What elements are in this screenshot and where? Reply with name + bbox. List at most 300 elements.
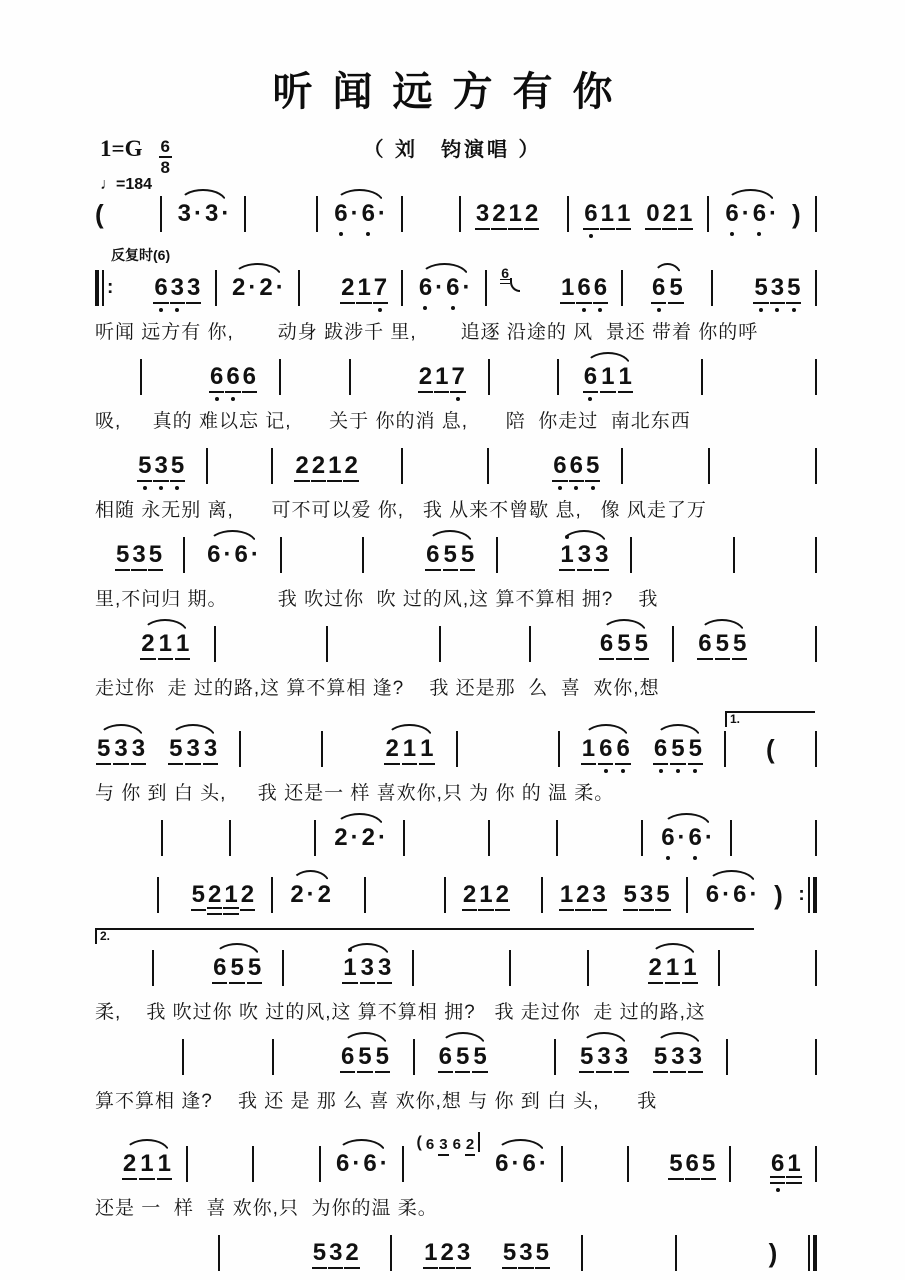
note: 1: [158, 630, 172, 657]
note: 5: [460, 541, 475, 568]
note: 5: [443, 541, 457, 568]
system: [95, 353, 817, 433]
barline: [488, 359, 490, 395]
augmentation-dot: ·: [350, 824, 359, 851]
note: 3 ·: [177, 200, 202, 227]
barline: [271, 448, 273, 484]
barline: [581, 1235, 583, 1271]
slur-group: [339, 1045, 391, 1069]
slur-group: [288, 883, 333, 907]
barline: [815, 820, 817, 856]
note: 5: [786, 276, 801, 300]
barline: [815, 270, 817, 306]
barline: [215, 270, 217, 306]
slur-group: [659, 826, 714, 850]
note: 2 ·: [361, 824, 386, 851]
note: 5: [656, 881, 670, 908]
note: 1: [342, 956, 357, 980]
augmentation-dot: ·: [511, 1150, 520, 1177]
system: [95, 190, 817, 238]
barline: [456, 731, 458, 767]
slur-group: [598, 632, 650, 656]
system: [95, 442, 817, 522]
lyrics-line: 相随 永无别 离, 可不可以爱 你, 我 从来不曾歇 息, 像 风走了万: [95, 500, 707, 521]
note: 3: [153, 454, 168, 478]
note: 3: [456, 1239, 471, 1266]
beam-group: [462, 883, 510, 907]
note: 6 ·: [705, 881, 731, 908]
notes-row: [95, 725, 817, 773]
note: 2: [122, 1150, 137, 1177]
barline: [326, 626, 328, 662]
octave-dot-below: [143, 486, 147, 490]
final-barline: [808, 1235, 817, 1271]
barline: [271, 877, 273, 913]
note: 1: [560, 274, 575, 301]
notes-row: [95, 531, 817, 579]
note: 1: [402, 735, 417, 762]
barline: [621, 448, 623, 484]
note: 1: [157, 1150, 171, 1177]
note: 5: [97, 735, 111, 762]
barline: [390, 1235, 392, 1271]
note: 1: [601, 363, 615, 390]
note: 5: [623, 881, 637, 908]
note: 2: [311, 452, 326, 479]
barline: [621, 270, 623, 306]
barline: [496, 537, 498, 573]
notes-row: [95, 264, 817, 312]
octave-dot-below: [175, 308, 179, 312]
note: 3 ·: [204, 200, 230, 227]
beam-group: [770, 1152, 802, 1176]
beam-group: [623, 883, 671, 907]
octave-dot-below: [693, 769, 697, 773]
barline: [708, 448, 710, 484]
lyrics-line: 算不算相 逢? 我 还 是 那 么 喜 欢你,想 与 你 到 白 头, 我: [95, 1091, 658, 1112]
note: 3: [187, 274, 201, 301]
augmentation-dot: ·: [250, 541, 259, 568]
note: 5: [170, 454, 185, 478]
repeat-annotation: 反复时(6): [111, 247, 171, 263]
slur-group: [121, 1152, 173, 1176]
octave-dot-below: [456, 397, 460, 401]
octave-dot-below: [588, 397, 592, 401]
note: 3: [329, 1239, 343, 1266]
note: 6 ·: [660, 826, 685, 850]
note: 2: [240, 881, 255, 908]
note: 6: [770, 1152, 785, 1176]
barline: [160, 196, 162, 232]
note: 3: [639, 881, 654, 908]
octave-dot-below: [598, 308, 602, 312]
note: 2: [576, 881, 590, 908]
note: 5: [579, 1043, 594, 1070]
barline: [439, 626, 441, 662]
note: 5: [585, 454, 600, 478]
note: 6: [583, 202, 598, 226]
barline: [726, 1039, 728, 1075]
barline: [401, 270, 403, 306]
barline: [815, 731, 817, 767]
beam-group: [475, 202, 539, 226]
barline: [557, 359, 559, 395]
barline: [321, 731, 323, 767]
barline: [561, 1146, 563, 1182]
note: 6 ·: [495, 1150, 520, 1177]
note: 5: [375, 1043, 390, 1070]
note: 5: [456, 1043, 470, 1070]
note: 1: [176, 630, 190, 657]
augmentation-dot: ·: [379, 1150, 388, 1177]
note: 3: [770, 276, 785, 300]
notes-row: [95, 1134, 817, 1188]
augmentation-dot: ·: [193, 200, 202, 227]
note: 1: [616, 200, 631, 227]
note: 5: [137, 454, 152, 478]
note: 2: [295, 452, 309, 479]
slur-group: [211, 956, 263, 980]
beam-group: [153, 276, 201, 300]
note: 5: [701, 1150, 716, 1177]
octave-dot-below: [757, 232, 761, 236]
barline: [229, 820, 231, 856]
beam-group: [312, 1241, 360, 1265]
notes-row: [95, 871, 817, 919]
note: 3: [377, 954, 392, 981]
parenthesis: ): [792, 199, 801, 229]
barline: [630, 537, 632, 573]
barline: [485, 270, 487, 306]
octave-dot-below: [231, 397, 235, 401]
note: 5: [669, 1150, 683, 1177]
barline: [587, 950, 589, 986]
parenthesis: ): [774, 880, 783, 910]
barline: [272, 1039, 274, 1075]
barline: [279, 359, 281, 395]
barline: [729, 1146, 731, 1182]
octave-dot-below: [676, 769, 680, 773]
beam-group: [583, 202, 631, 226]
barline: [686, 877, 688, 913]
octave-dot-below: [792, 308, 796, 312]
barline: [444, 877, 446, 913]
slur-group: [647, 956, 699, 980]
barline: [541, 877, 543, 913]
notes-row: [95, 190, 817, 238]
augmentation-dot: ·: [223, 541, 232, 568]
notes-row: [95, 620, 817, 668]
notes-row: [95, 353, 817, 401]
note: 3: [614, 1043, 629, 1070]
octave-dot-below: [175, 486, 179, 490]
note: 3: [519, 1239, 533, 1266]
note: 6: [426, 541, 440, 568]
note: 2: [648, 954, 662, 981]
note: 5: [312, 1239, 327, 1266]
slur-group: [704, 883, 759, 907]
note: 6: [153, 276, 168, 300]
slur-group: [696, 632, 748, 656]
system: [95, 1229, 817, 1277]
note: 3: [595, 541, 609, 568]
note: 6: [225, 365, 240, 389]
note: 3: [186, 735, 200, 762]
barline: [401, 196, 403, 232]
barline: [362, 537, 364, 573]
barline: [815, 537, 817, 573]
note: 5: [634, 630, 648, 657]
grace-note-cluster: ( 6 3 6 2: [417, 1132, 481, 1152]
octave-dot-below: [366, 232, 370, 236]
augmentation-dot: ·: [350, 200, 359, 227]
note: 2: [341, 274, 355, 301]
octave-dot-below: [451, 306, 455, 310]
barline: [711, 270, 713, 306]
note: 2: [418, 363, 433, 390]
octave-dot-below: [558, 486, 562, 490]
note: 3: [439, 1136, 448, 1153]
octave-dot-below: [621, 769, 625, 773]
augmentation-dot: ·: [248, 274, 257, 301]
note: 5: [670, 737, 685, 761]
note: 5: [169, 735, 183, 762]
note: 3: [360, 954, 374, 981]
octave-dot-below: [759, 308, 763, 312]
octave-dot-below: [582, 308, 586, 312]
beam-group: [552, 454, 600, 478]
slur-group: [230, 276, 285, 300]
note: 1: [424, 1239, 438, 1266]
note: 6: [576, 276, 591, 300]
note: 5: [358, 1043, 372, 1070]
note: 6: [340, 1043, 355, 1070]
barline: [182, 1039, 184, 1075]
barline: [701, 359, 703, 395]
octave-dot-below: [730, 232, 734, 236]
beam-group: [137, 454, 185, 478]
barline: [218, 1235, 220, 1271]
octave-dot-below: [659, 769, 663, 773]
barline: [402, 1146, 404, 1182]
note: 2: [662, 200, 676, 227]
note: 6 ·: [361, 202, 386, 226]
barline: [364, 877, 366, 913]
barline: [214, 626, 216, 662]
barline: [509, 950, 511, 986]
barline: [815, 196, 817, 232]
repeat-begin-barline: :: [95, 270, 113, 306]
notes-row: [95, 814, 817, 862]
augmentation-dot: ·: [221, 200, 230, 227]
barline: [733, 537, 735, 573]
note: 1: [787, 1150, 801, 1177]
note: 6 ·: [363, 1150, 388, 1177]
note: 1: [600, 200, 614, 227]
beam-group: [294, 454, 358, 478]
note: 2 ·: [232, 274, 257, 301]
system: [95, 620, 817, 700]
octave-dot-below: [604, 769, 608, 773]
note: 1: [508, 200, 522, 227]
note: 3: [131, 735, 146, 762]
augmentation-dot: ·: [741, 200, 750, 227]
augmentation-dot: ·: [275, 274, 284, 301]
barline: [641, 820, 643, 856]
note: 6 ·: [418, 276, 443, 300]
beam-group: [560, 276, 608, 300]
barline: [183, 537, 185, 573]
augmentation-dot: ·: [769, 200, 778, 227]
time-signature-denominator: 8: [160, 158, 170, 177]
barline: [556, 820, 558, 856]
barline: [280, 537, 282, 573]
note: 2: [524, 200, 539, 227]
note: 2 ·: [290, 881, 315, 908]
note: 1: [559, 881, 574, 908]
note: 6 ·: [724, 202, 749, 226]
note: 0: [646, 200, 660, 227]
note: 5: [191, 881, 206, 908]
repeat-end-barline: :: [798, 877, 816, 913]
barline: [252, 1146, 254, 1182]
octave-dot-below: [159, 486, 163, 490]
note: 5: [116, 541, 130, 568]
slur-group: [341, 956, 393, 980]
octave-dot-below: [159, 308, 163, 312]
note: 6: [698, 630, 712, 657]
barline: [239, 731, 241, 767]
note: 2: [345, 1239, 359, 1266]
barline: [815, 1039, 817, 1075]
barline: [349, 359, 351, 395]
note: 1: [140, 1150, 154, 1177]
note: 5: [535, 1239, 549, 1266]
octave-dot-below: [693, 856, 697, 860]
beam-group: [559, 883, 607, 907]
barline: [718, 950, 720, 986]
beam-group: [209, 365, 257, 389]
note: 2: [208, 881, 222, 908]
key-signature: 1=G: [100, 136, 143, 161]
note: 2: [317, 881, 332, 908]
lyrics-line: 与 你 到 白 头, 我 还是一 样 喜欢你,只 为 你 的 温 柔。: [95, 783, 615, 804]
barline: [815, 359, 817, 395]
note: 3: [114, 735, 128, 762]
notes-row: [95, 1033, 817, 1081]
note: 6: [615, 737, 630, 761]
octave-dot-below: [339, 232, 343, 236]
octave-dot-below: [423, 306, 427, 310]
note: 5: [669, 274, 683, 301]
note: 6: [599, 630, 614, 657]
note: 6 ·: [688, 826, 713, 850]
notes-row: [95, 442, 817, 490]
octave-dot-below: [215, 397, 219, 401]
note: 1: [665, 954, 680, 981]
note: 3: [170, 276, 185, 300]
grace-note: 6: [500, 265, 520, 281]
note: 5: [617, 630, 631, 657]
slur-group: [582, 365, 634, 389]
augmentation-dot: ·: [377, 824, 386, 851]
note: 5: [148, 541, 163, 568]
slur-group: [580, 737, 632, 761]
barline: [672, 626, 674, 662]
lyrics-line: 还是 一 样 喜 欢你,只 为你的温 柔。: [95, 1198, 438, 1219]
augmentation-dot: ·: [677, 824, 686, 851]
note: 1: [420, 735, 434, 762]
volta-bracket: 1.: [725, 711, 815, 727]
slur-group: [558, 543, 610, 567]
note: 2 ·: [259, 274, 284, 301]
note: 1: [357, 274, 371, 301]
note: 6 ·: [335, 1150, 361, 1177]
slur-group: [723, 202, 778, 226]
octave-dot-below: [666, 856, 670, 860]
note: 5: [732, 630, 747, 657]
beam-group: [340, 276, 388, 300]
note: 5: [715, 630, 729, 657]
barline: [403, 820, 405, 856]
slur-group: [383, 737, 435, 761]
note: 5: [653, 1043, 668, 1070]
barline: [724, 731, 726, 767]
note: 1: [679, 200, 693, 227]
slur-group: [417, 276, 472, 300]
beam-group: [191, 883, 255, 907]
note: 1: [224, 881, 238, 908]
barline: [554, 1039, 556, 1075]
note: 1: [435, 363, 449, 390]
note: 1: [328, 452, 342, 479]
note: 3: [203, 735, 218, 762]
augmentation-dot: ·: [352, 1150, 361, 1177]
slur-group: [176, 202, 231, 226]
note: 6: [569, 454, 584, 478]
barline: [627, 1146, 629, 1182]
beam-group: [668, 1152, 716, 1176]
beam-group: [423, 1241, 471, 1265]
note: 2: [344, 452, 358, 479]
barline: [558, 731, 560, 767]
barline: [815, 448, 817, 484]
note: 6: [651, 276, 666, 300]
note: 3: [688, 1043, 702, 1070]
barline: [140, 359, 142, 395]
augmentation-dot: ·: [538, 1150, 547, 1177]
barline: [157, 877, 159, 913]
time-signature: [159, 138, 172, 176]
octave-dot-below: [775, 308, 779, 312]
system: [95, 1033, 817, 1113]
octave-dot-above: [565, 535, 569, 539]
slur-group: [650, 276, 685, 300]
note: 6: [209, 365, 224, 389]
system: [95, 871, 817, 919]
key-time-block: [100, 136, 172, 176]
note: 6 ·: [207, 541, 232, 568]
note: 6: [438, 1043, 452, 1070]
note: 6 ·: [522, 1150, 547, 1177]
note: 5: [688, 737, 703, 761]
barline: [152, 950, 154, 986]
slur-group: [578, 1045, 630, 1069]
system: [95, 928, 817, 1024]
slur-group: [332, 826, 387, 850]
note: 6 ·: [234, 541, 259, 568]
slur-group: [332, 202, 387, 226]
